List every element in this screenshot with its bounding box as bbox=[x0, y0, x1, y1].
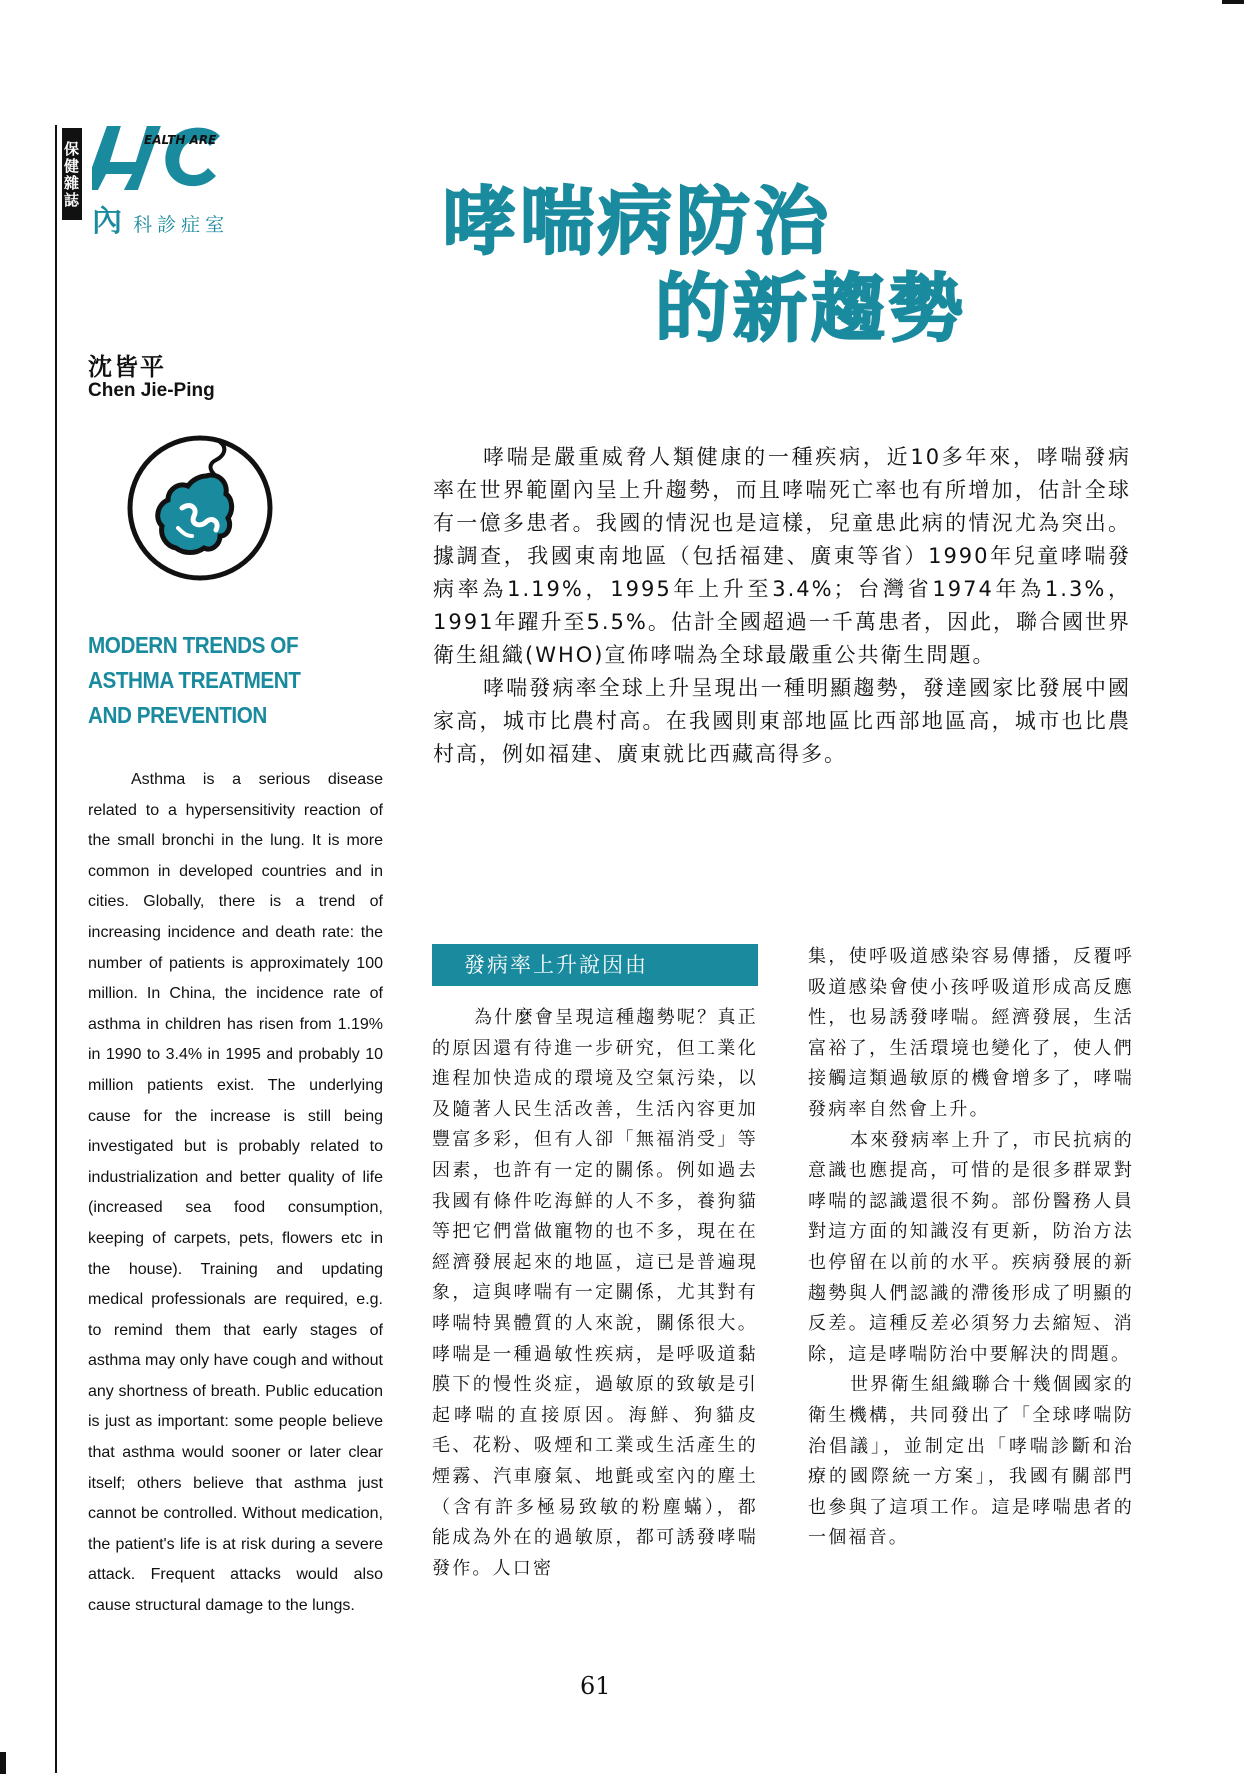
body-column-right bbox=[808, 942, 1134, 1554]
body-paragraph: 世界衛生組織聯合十幾個國家的衛生機構，共同發出了「全球哮喘防治倡議」，並制定出「哮喘診斷和治療的國際統一方案」，我國有關部門也參與了這項工作。這是哮喘患者的一個福音。 bbox=[808, 1374, 1134, 1549]
left-margin-rule bbox=[55, 125, 57, 1773]
hc-logo-icon bbox=[92, 118, 252, 193]
english-heading-line: ASTHMA TREATMENT bbox=[88, 667, 301, 693]
author-name-cn: 沈皆平 bbox=[88, 353, 166, 381]
author-name-en: Chen Jie-Ping bbox=[88, 380, 215, 401]
section-label-big: 內 bbox=[92, 204, 122, 239]
section-heading: 發病率上升說因由 bbox=[432, 944, 758, 986]
page-number: 61 bbox=[580, 1672, 611, 1700]
english-abstract: Asthma is a serious disease related to a hypersensitivity reaction of the small bronchi in the lung. It is more common in developed countries and in cities. Globally, there is a trend of increasing incidence and death rate: the number of patients is approximately 100 million. In China, the incidence rate of asthma in children has risen from 1.19% in 1990 to 3.4% in 1995 and probably 10 million patients exist. The underlying cause for the increase is still being investigated but is probably related to industrialization and better quality of life (increased sea food consumption, keeping of carpets, pets, flowers etc in the house). Training and updating medical professionals are required, e.g. to remind them that early stages of asthma may only have cough and without any shortness of breath. Public education is just as important: some people believe that asthma would sooner or later clear itself; others believe that asthma just cannot be controlled. Without medication, the patient's life is at risk during a severe attack. Frequent attacks would also cause structural damage to the lungs. bbox=[88, 771, 383, 1615]
title-line-1: 哮喘病防治 bbox=[442, 179, 832, 265]
section-label-small: 科診症室 bbox=[133, 214, 230, 236]
crop-mark-top-right bbox=[1222, 0, 1244, 4]
crop-mark bbox=[0, 1752, 6, 1774]
lung-icon bbox=[124, 432, 276, 582]
intro-paragraph: 哮喘發病率全球上升呈現出一種明顯趨勢，發達國家比發展中國家高，城市比農村高。在我國則東部地區比西部地區高，城市也比農村高，例如福建、廣東就比西藏高得多。 bbox=[433, 676, 1131, 766]
english-heading-line: AND PREVENTION bbox=[88, 702, 267, 728]
section-label bbox=[92, 196, 229, 240]
intro-paragraph: 哮喘是嚴重威脅人類健康的一種疾病，近10多年來，哮喘發病率在世界範圍內呈上升趨勢，而且哮喘死亡率也有所增加，估計全球有一億多患者。我國的情況也是這樣，兒童患此病的情況尤為突出。據調查，我國東南地區（包括福建、廣東等省）1990年兒童哮喘發病率為1.19%，1995年上升至3.4%；台灣省1974年為1.3%，1991年躍升至5.5%。估計全國超過一千萬患者，因此，聯合國世界衛生組織(WHO)宣佈哮喘為全球最嚴重公共衛生問題。 bbox=[433, 445, 1131, 667]
body-paragraph: 為什麼會呈現這種趨勢呢？真正的原因還有待進一步研究，但工業化進程加快造成的環境及空氣污染，以及隨著人民生活改善，生活內容更加豐富多彩，但有人卻「無福消受」等因素，也許有一定的關係。例如過去我國有條件吃海鮮的人不多，養狗貓等把它們當做寵物的也不多，現在在經濟發展起來的地區，這已是普遍現象，這與哮喘有一定關係，尤其對有哮喘特異體質的人來說，關係很大。哮喘是一種過敏性疾病，是呼吸道黏膜下的慢性炎症，過敏原的致敏是引起哮喘的直接原因。海鮮、狗貓皮毛、花粉、吸煙和工業或生活產生的煙霧、汽車廢氣、地氈或室內的塵土（含有許多極易致敏的粉塵蟎），都能成為外在的過敏原，都可誘發哮喘發作。人口密 bbox=[432, 1007, 758, 1579]
body-paragraph: 集，使呼吸道感染容易傳播，反覆呼吸道感染會使小孩呼吸道形成高反應性，也易誘發哮喘。經濟發展，生活富裕了，生活環境也變化了，使人們接觸這類過敏原的機會增多了，哮喘發病率自然會上升。 bbox=[808, 946, 1134, 1120]
english-heading-line: MODERN TRENDS OF bbox=[88, 632, 299, 658]
logo-subtext: EALTH ARE bbox=[144, 133, 217, 147]
magazine-tab: 保健雜誌 bbox=[62, 128, 82, 220]
intro-text bbox=[433, 441, 1131, 771]
english-heading bbox=[88, 628, 304, 733]
body-column-left bbox=[432, 1003, 758, 1584]
body-paragraph: 本來發病率上升了，市民抗病的意識也應提高，可惜的是很多群眾對哮喘的認識還很不夠。部份醫務人員對這方面的知識沒有更新，防治方法也停留在以前的水平。疾病發展的新趨勢與人們認識的滯後形成了明顯的反差。這種反差必須努力去縮短、消除，這是哮喘防治中要解決的問題。 bbox=[808, 1129, 1134, 1365]
title-line-2: 的新趨勢 bbox=[655, 266, 967, 352]
